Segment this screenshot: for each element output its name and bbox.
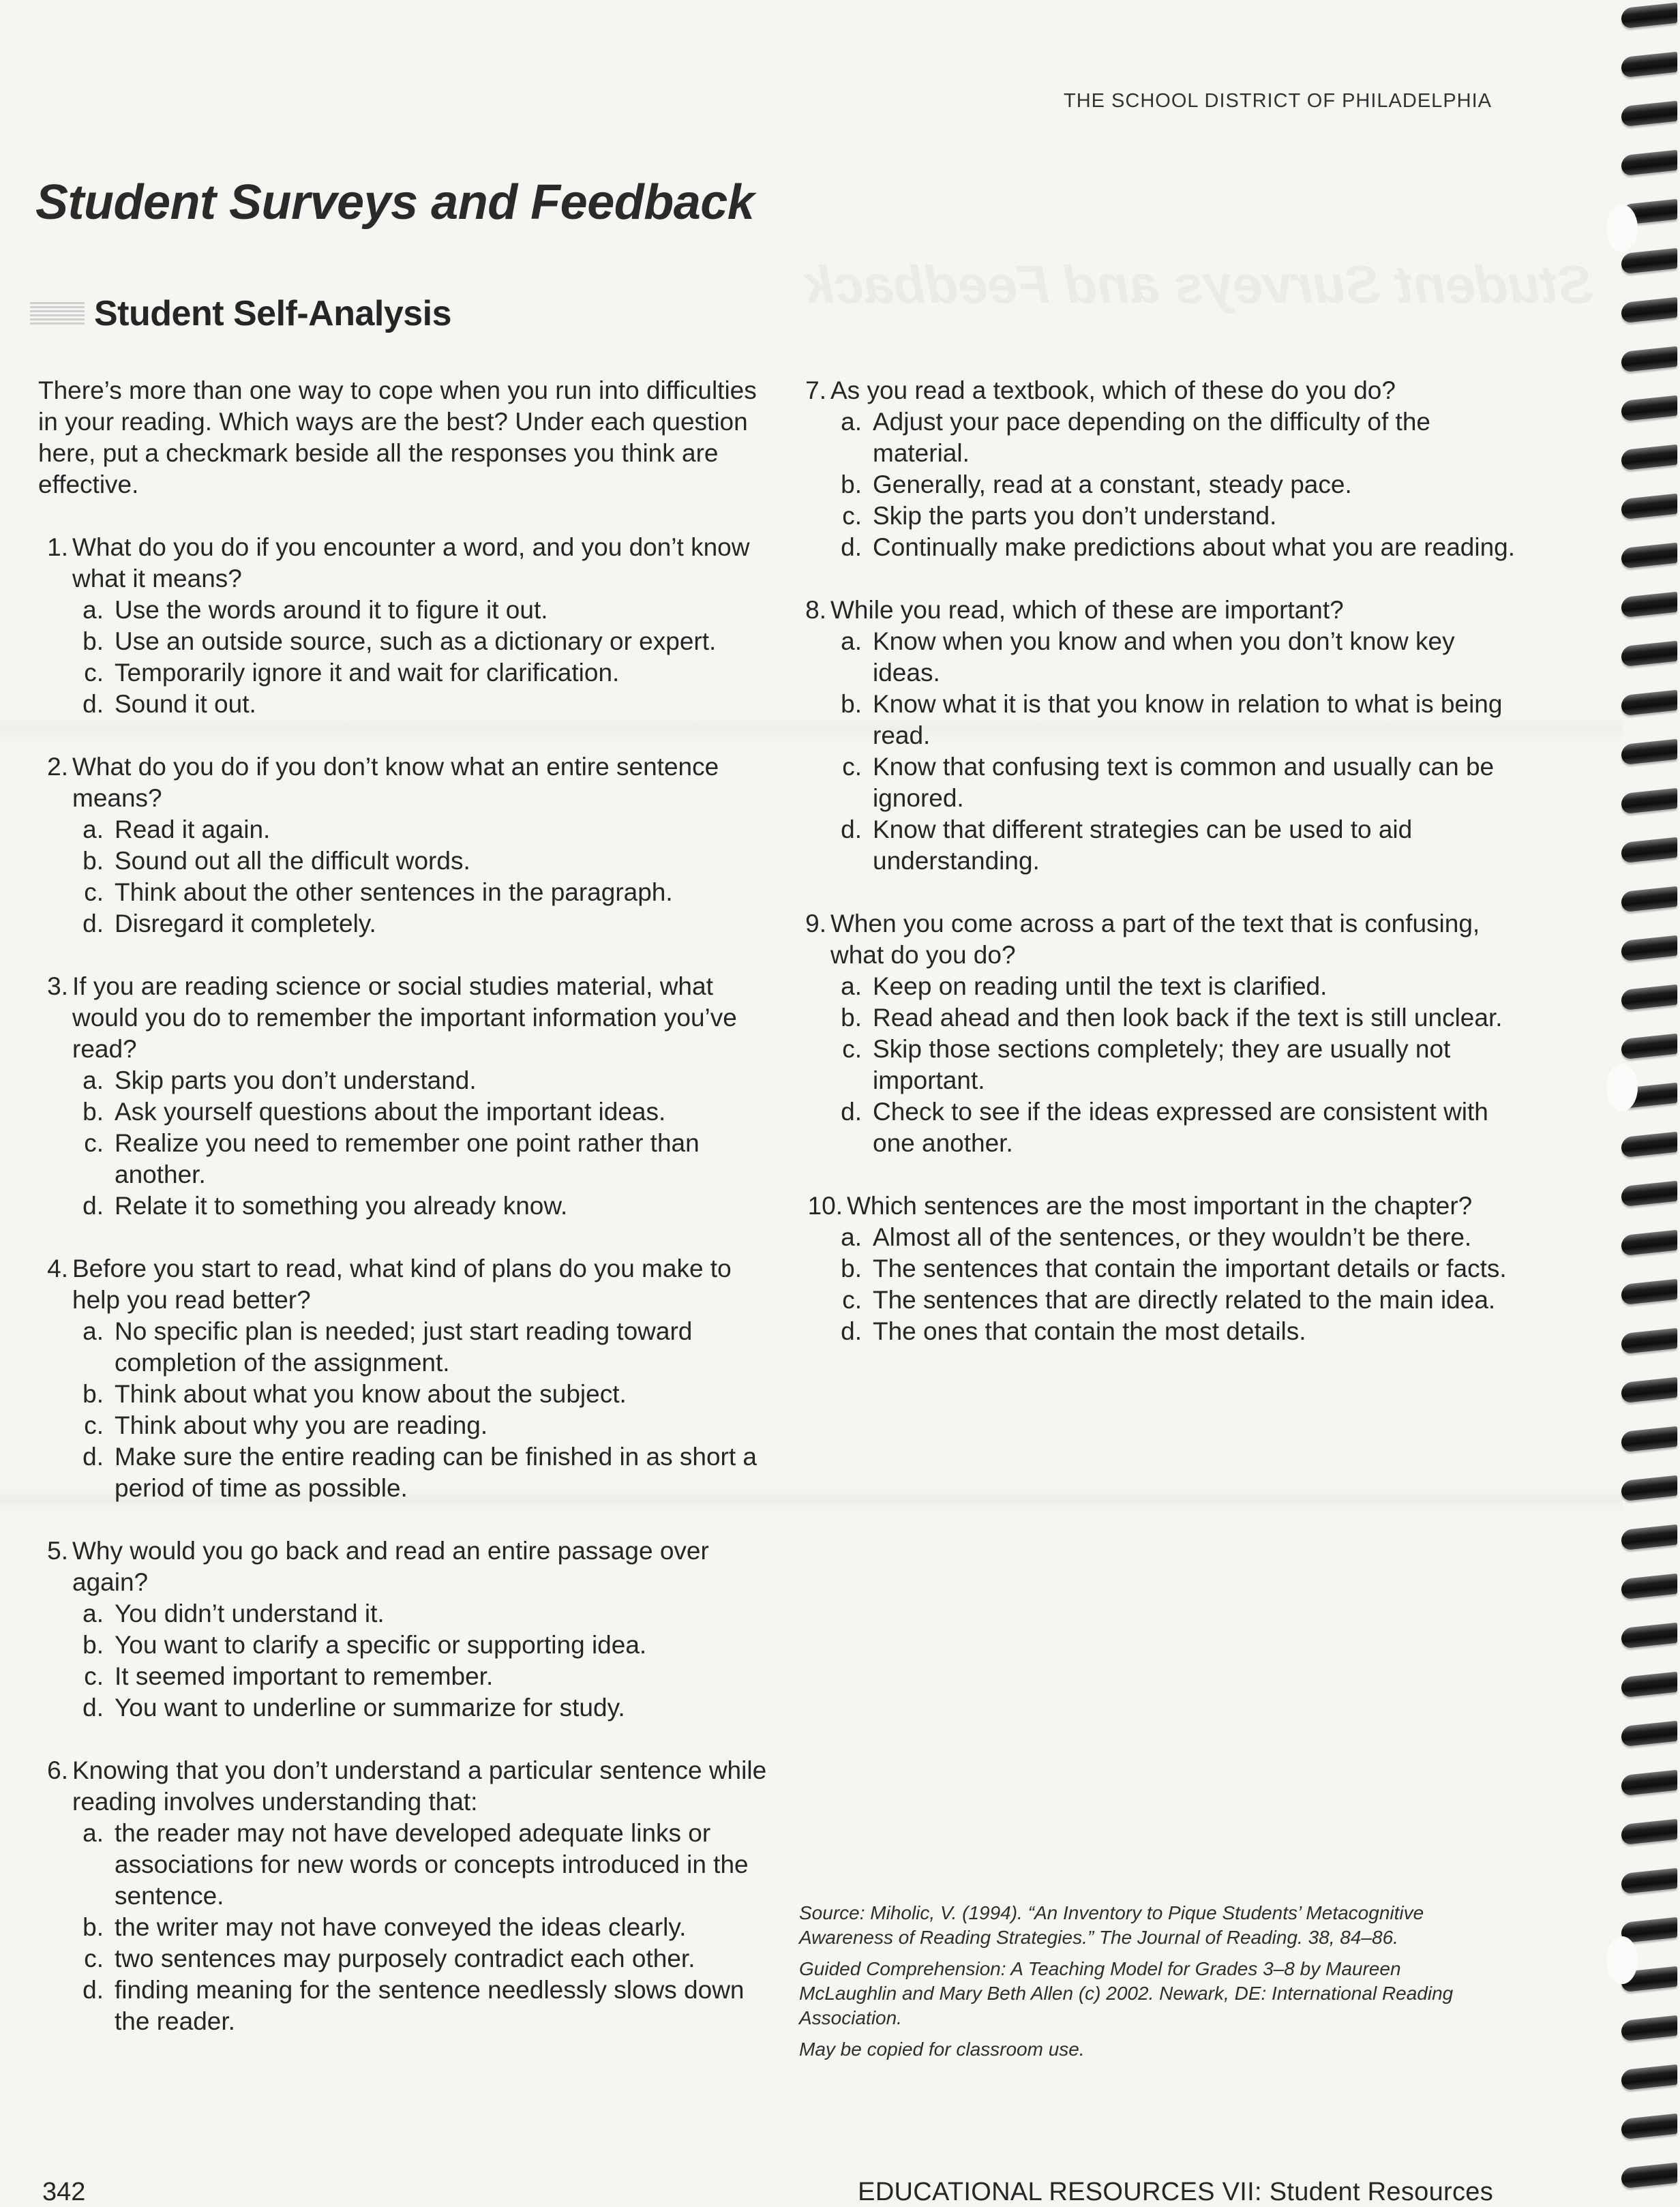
answer-option: [38, 1943, 775, 1975]
option-letter: c.: [842, 1035, 862, 1063]
answer-option: [38, 1128, 775, 1190]
option-letter: c.: [84, 1129, 104, 1157]
option-letter: d.: [82, 1192, 104, 1220]
page-number: 342: [42, 2178, 86, 2206]
option-letter: b.: [82, 627, 104, 655]
punch-hole: [1606, 1936, 1638, 1984]
question-item: [796, 908, 1519, 1159]
question-item: [38, 1535, 775, 1724]
option-text: Skip parts you don’t understand.: [115, 1066, 477, 1094]
binding-ring: [1621, 1230, 1677, 1257]
question-item: [38, 1253, 775, 1504]
question-number: 2.: [47, 753, 68, 781]
answer-option: [38, 1975, 775, 2037]
answer-option: [796, 1002, 1519, 1034]
question-item: [38, 1755, 775, 2037]
option-letter: d.: [841, 533, 862, 561]
option-text: Think about why you are reading.: [115, 1411, 488, 1439]
question-text: Before you start to read, what kind of plans do you make to help you read better?: [72, 1255, 732, 1314]
question-stem: [38, 971, 775, 1065]
question-stem: [38, 1755, 775, 1818]
intro-paragraph: There’s more than one way to cope when you run into difficulties in your reading. Which ways are the best? Under each question here, put a checkmark beside all the responses you think are effective.: [38, 376, 757, 498]
binding-ring: [1621, 2015, 1677, 2042]
question-item: [38, 532, 775, 720]
option-text: Use an outside source, such as a dictionary or expert.: [115, 627, 717, 655]
option-text: finding meaning for the sentence needlessly slows down the reader.: [115, 1976, 745, 2035]
binding-ring: [1621, 739, 1677, 766]
option-letter: a.: [82, 1600, 104, 1627]
page-title: Student Surveys and Feedback: [35, 175, 755, 230]
option-text: Sound it out.: [115, 690, 256, 718]
option-text: Skip those sections completely; they are usually not important.: [873, 1035, 1451, 1094]
question-number: 8.: [805, 596, 826, 624]
binding-ring: [1621, 1279, 1677, 1306]
option-text: The sentences that are directly related to the main idea.: [873, 1286, 1496, 1314]
binding-ring: [1621, 1721, 1677, 1747]
option-text: No specific plan is needed; just start reading toward completion of the assignment.: [115, 1317, 693, 1377]
option-letter: b.: [841, 1255, 862, 1282]
heading-bar-icon: [30, 302, 85, 325]
answer-option: [38, 626, 775, 657]
question-item: [38, 751, 775, 940]
option-text: the reader may not have developed adequate links or associations for new words or concepts introduced in the sentence.: [115, 1819, 749, 1910]
option-text: Know when you know and when you don’t know key ideas.: [873, 627, 1455, 687]
option-letter: a.: [841, 1223, 862, 1251]
option-letter: a.: [82, 596, 104, 624]
binding-ring: [1621, 297, 1677, 324]
option-text: Know what it is that you know in relation to what is being read.: [873, 690, 1503, 749]
binding-ring: [1621, 1819, 1677, 1846]
option-text: You want to clarify a specific or supporting idea.: [115, 1631, 647, 1659]
option-letter: d.: [841, 1098, 862, 1126]
question-text: When you come across a part of the text that is confusing, what do you do?: [830, 910, 1480, 969]
binding-ring: [1621, 1574, 1677, 1600]
option-letter: c.: [84, 1411, 104, 1439]
answer-option: [38, 1065, 775, 1096]
answer-option: [796, 1096, 1519, 1159]
binding-ring: [1621, 543, 1677, 569]
option-text: Realize you need to remember one point rather than another.: [115, 1129, 700, 1188]
option-text: You want to underline or summarize for study.: [115, 1694, 625, 1722]
option-text: Check to see if the ideas expressed are consistent with one another.: [873, 1098, 1488, 1157]
option-text: the writer may not have conveyed the ideas clearly.: [115, 1913, 687, 1941]
answer-option: [38, 1818, 775, 1912]
footer-section-title: EDUCATIONAL RESOURCES VII: Student Resources: [858, 2178, 1493, 2206]
question-number: 6.: [47, 1756, 68, 1784]
option-text: Know that different strategies can be used to aid understanding.: [873, 815, 1413, 875]
punch-hole: [1606, 1064, 1638, 1111]
option-letter: d.: [841, 1317, 862, 1345]
question-stem: [796, 1190, 1519, 1222]
option-text: The ones that contain the most details.: [873, 1317, 1306, 1345]
question-number: 1.: [47, 533, 68, 561]
option-letter: a.: [82, 1819, 104, 1847]
question-item: [796, 595, 1519, 877]
left-column: [38, 375, 775, 2069]
bleed-through-title: Student Surveys and Feedback: [805, 254, 1594, 314]
question-item: [38, 971, 775, 1222]
question-number: 9.: [805, 910, 826, 937]
option-letter: b.: [841, 1004, 862, 1032]
option-letter: b.: [82, 1913, 104, 1941]
question-text: If you are reading science or social studies material, what would you do to remember the important information you’ve read?: [72, 972, 737, 1063]
answer-option: [796, 532, 1519, 563]
option-letter: b.: [82, 847, 104, 875]
answer-option: [796, 971, 1519, 1002]
answer-option: [796, 500, 1519, 532]
binding-ring: [1621, 2114, 1677, 2140]
right-column: [796, 375, 1519, 1379]
answer-option: [796, 1316, 1519, 1347]
binding-ring: [1621, 1475, 1677, 1502]
question-text: What do you do if you don’t know what an entire sentence means?: [72, 753, 719, 812]
answer-option: [796, 1285, 1519, 1316]
binding-ring: [1621, 2163, 1677, 2189]
question-text: Knowing that you don’t understand a particular sentence while reading involves understanding that:: [72, 1756, 767, 1816]
answer-option: [38, 1190, 775, 1222]
question-number: 5.: [47, 1537, 68, 1565]
option-letter: c.: [842, 502, 862, 530]
option-letter: a.: [841, 627, 862, 655]
binding-ring: [1621, 1328, 1677, 1355]
binding-ring: [1621, 101, 1677, 127]
binding-ring: [1621, 837, 1677, 864]
option-text: Ask yourself questions about the important ideas.: [115, 1098, 666, 1126]
binding-ring: [1621, 985, 1677, 1011]
binding-ring: [1621, 1525, 1677, 1551]
answer-option: [38, 1379, 775, 1410]
binding-ring: [1621, 395, 1677, 422]
answer-option: [38, 1316, 775, 1379]
source-citation-block: [799, 1901, 1481, 2069]
question-number: 4.: [47, 1255, 68, 1282]
option-text: Disregard it completely.: [115, 910, 376, 937]
option-text: Read it again.: [115, 815, 271, 843]
question-stem: [796, 375, 1519, 406]
question-stem: [38, 751, 775, 814]
question-text: Which sentences are the most important in the chapter?: [847, 1192, 1473, 1220]
binding-ring: [1621, 1034, 1677, 1060]
option-letter: c.: [842, 753, 862, 781]
option-letter: c.: [84, 1945, 104, 1972]
answer-option: [796, 1253, 1519, 1285]
binding-ring: [1621, 1623, 1677, 1649]
binding-ring: [1621, 1181, 1677, 1207]
answer-option: [38, 845, 775, 877]
option-text: Know that confusing text is common and usually can be ignored.: [873, 753, 1495, 812]
option-text: It seemed important to remember.: [115, 1662, 494, 1690]
option-letter: d.: [82, 690, 104, 718]
option-text: Adjust your pace depending on the difficulty of the material.: [873, 408, 1430, 467]
answer-option: [796, 1034, 1519, 1096]
question-number: 3.: [47, 972, 68, 1000]
answer-option: [38, 1096, 775, 1128]
binding-ring: [1621, 150, 1677, 177]
answer-option: [796, 814, 1519, 877]
answer-option: [38, 1692, 775, 1724]
answer-option: [38, 1912, 775, 1943]
binding-ring: [1621, 592, 1677, 618]
answer-option: [796, 751, 1519, 814]
binding-ring: [1621, 2065, 1677, 2091]
question-item: [796, 375, 1519, 563]
binding-ring: [1621, 1426, 1677, 1453]
option-text: Almost all of the sentences, or they wouldn’t be there.: [873, 1223, 1472, 1251]
district-name: THE SCHOOL DISTRICT OF PHILADELPHIA: [1064, 90, 1492, 112]
binding-ring: [1621, 494, 1677, 520]
question-stem: [796, 908, 1519, 971]
answer-option: [38, 814, 775, 845]
option-text: Keep on reading until the text is clarified.: [873, 972, 1328, 1000]
answer-option: [38, 1410, 775, 1441]
question-stem: [796, 595, 1519, 626]
question-list-left: [38, 532, 775, 2037]
binding-ring: [1621, 1770, 1677, 1797]
question-text: Why would you go back and read an entire passage over again?: [72, 1537, 709, 1596]
answer-option: [796, 689, 1519, 751]
section-title: Student Self-Analysis: [94, 294, 452, 333]
answer-option: [38, 1661, 775, 1692]
answer-option: [38, 1441, 775, 1504]
answer-option: [38, 689, 775, 720]
option-letter: d.: [82, 1694, 104, 1722]
copy-permission: May be copied for classroom use.: [799, 2039, 1085, 2060]
answer-option: [38, 1630, 775, 1661]
option-text: Use the words around it to figure it out.: [115, 596, 548, 624]
binding-ring: [1621, 1132, 1677, 1158]
binding-ring: [1621, 935, 1677, 962]
option-text: Generally, read at a constant, steady pace.: [873, 470, 1352, 498]
option-text: Relate it to something you already know.: [115, 1192, 568, 1220]
answer-option: [38, 877, 775, 908]
binding-ring: [1621, 346, 1677, 373]
answer-option: [38, 657, 775, 689]
binding-ring: [1621, 1672, 1677, 1698]
option-text: You didn’t understand it.: [115, 1600, 385, 1627]
answer-option: [796, 469, 1519, 500]
option-letter: a.: [82, 815, 104, 843]
answer-option: [38, 1598, 775, 1630]
option-text: Make sure the entire reading can be finished in as short a period of time as possible.: [115, 1443, 758, 1502]
question-text: While you read, which of these are important?: [830, 596, 1344, 624]
option-text: Read ahead and then look back if the text is still unclear.: [873, 1004, 1503, 1032]
binding-ring: [1621, 3, 1677, 29]
question-stem: [38, 1253, 775, 1316]
option-text: Think about what you know about the subject.: [115, 1380, 627, 1408]
question-stem: [38, 532, 775, 595]
option-letter: b.: [841, 690, 862, 718]
option-letter: b.: [82, 1098, 104, 1126]
answer-option: [796, 1222, 1519, 1253]
option-letter: b.: [82, 1380, 104, 1408]
punch-hole: [1606, 205, 1638, 252]
question-text: What do you do if you encounter a word, and you don’t know what it means?: [72, 533, 750, 592]
option-letter: c.: [84, 1662, 104, 1690]
source-citation: Source: Miholic, V. (1994). “An Inventory to Pique Students’ Metacognitive Awareness of Reading Strategies.” The Journal of Reading. 38, 84–86.: [799, 1902, 1424, 1948]
option-letter: a.: [841, 972, 862, 1000]
option-text: two sentences may purposely contradict each other.: [115, 1945, 695, 1972]
binding-ring: [1621, 445, 1677, 471]
question-number: 10.: [807, 1192, 843, 1220]
binding-ring: [1621, 886, 1677, 913]
answer-option: [796, 626, 1519, 689]
option-letter: c.: [84, 659, 104, 687]
option-letter: d.: [841, 815, 862, 843]
option-letter: d.: [82, 910, 104, 937]
binding-ring: [1621, 641, 1677, 667]
option-letter: a.: [841, 408, 862, 436]
option-text: Think about the other sentences in the paragraph.: [115, 878, 673, 906]
question-item: [796, 1190, 1519, 1347]
option-letter: d.: [82, 1443, 104, 1471]
binding-ring: [1621, 1868, 1677, 1895]
question-number: 7.: [805, 376, 826, 404]
answer-option: [38, 595, 775, 626]
option-letter: c.: [842, 1286, 862, 1314]
binding-ring: [1621, 1377, 1677, 1404]
binding-ring: [1621, 788, 1677, 815]
question-stem: [38, 1535, 775, 1598]
binding-ring: [1621, 52, 1677, 78]
answer-option: [38, 908, 775, 940]
option-letter: b.: [82, 1631, 104, 1659]
option-text: Temporarily ignore it and wait for clarification.: [115, 659, 620, 687]
option-text: Sound out all the difficult words.: [115, 847, 470, 875]
option-text: Continually make predictions about what you are reading.: [873, 533, 1516, 561]
option-letter: a.: [82, 1317, 104, 1345]
binding-ring: [1621, 690, 1677, 717]
binding-ring: [1621, 248, 1677, 275]
option-letter: c.: [84, 878, 104, 906]
option-letter: a.: [82, 1066, 104, 1094]
section-heading: [30, 293, 451, 334]
answer-option: [796, 406, 1519, 469]
option-letter: d.: [82, 1976, 104, 2004]
option-text: The sentences that contain the important details or facts.: [873, 1255, 1507, 1282]
question-list-right: [796, 375, 1519, 1347]
book-citation: Guided Comprehension: A Teaching Model for Grades 3–8 by Maureen McLaughlin and Mary Beth Allen (c) 2002. Newark, DE: International Reading Association.: [799, 1958, 1454, 2028]
option-letter: b.: [841, 470, 862, 498]
question-text: As you read a textbook, which of these do you do?: [830, 376, 1396, 404]
option-text: Skip the parts you don’t understand.: [873, 502, 1277, 530]
